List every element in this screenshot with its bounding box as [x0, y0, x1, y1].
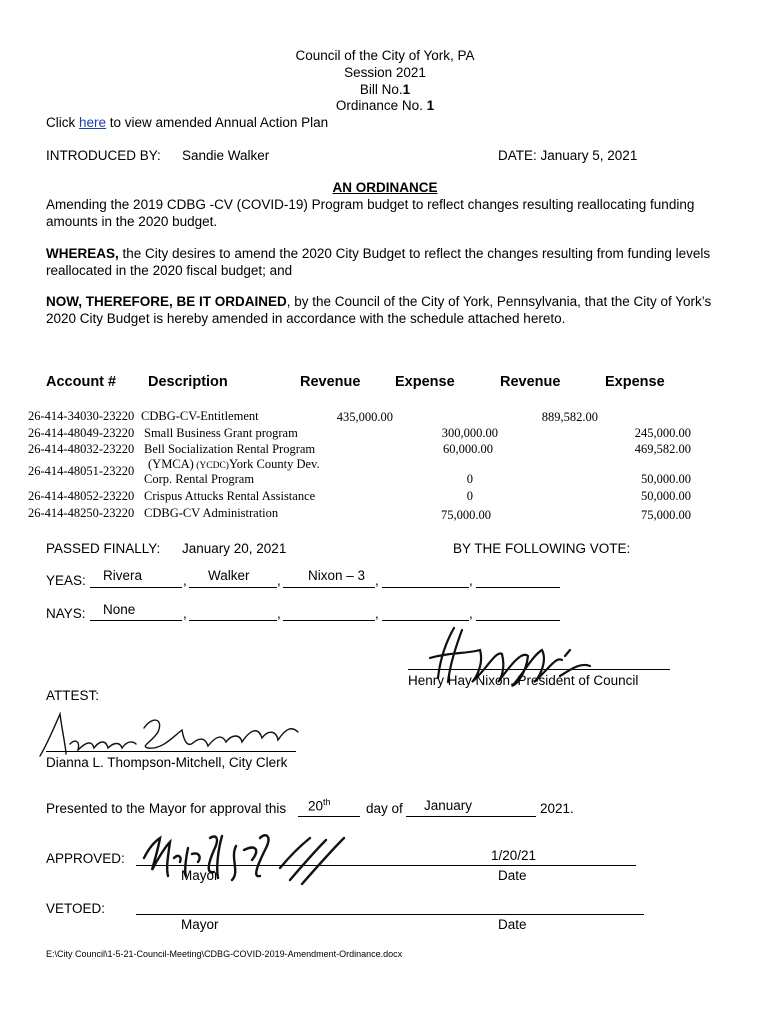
- table-row-description: CDBG-CV-Entitlement: [141, 409, 259, 423]
- comma: ,: [375, 573, 379, 588]
- table-row-exp1: 0: [466, 472, 473, 486]
- table-row-exp1: 60,000.00: [443, 442, 493, 456]
- passed-finally-label: PASSED FINALLY:: [46, 541, 161, 556]
- session-heading: Session 2021: [344, 65, 426, 80]
- yea-vote-3: Nixon – 3: [308, 568, 366, 583]
- introduced-name: Sandie Walker: [182, 148, 270, 163]
- yeas-line-5: [476, 587, 560, 588]
- table-row-rev1: 435,000.00: [336, 410, 393, 424]
- table-row-exp1: 0: [466, 489, 473, 503]
- approved-date-caption: Date: [498, 868, 527, 883]
- table-row-description: CDBG-CV Administration: [144, 506, 279, 520]
- comma: ,: [469, 573, 473, 588]
- introduced-date: DATE: January 5, 2021: [498, 148, 638, 163]
- yeas-line-4: [382, 587, 469, 588]
- table-row-description: Bell Socialization Rental Program: [144, 442, 316, 456]
- yeas-line-2: [189, 587, 277, 588]
- vetoed-date-caption: Date: [498, 917, 527, 932]
- whereas-paragraph: [46, 245, 726, 279]
- table-row-account: 26-414-48049-23220: [28, 426, 135, 440]
- passed-finally-date: January 20, 2021: [182, 541, 287, 556]
- table-row-exp2: 245,000.00: [634, 426, 691, 440]
- yea-vote-2: Walker: [208, 568, 250, 583]
- yeas-line-3: [283, 587, 375, 588]
- table-row-exp2: 50,000.00: [641, 489, 691, 503]
- nay-vote-1: None: [103, 602, 136, 617]
- nays-line-3: [283, 620, 375, 621]
- ordinance-num: 1: [426, 98, 435, 113]
- table-row-account: 26-414-48032-23220: [28, 442, 135, 456]
- col-revenue-1: Revenue: [300, 374, 361, 390]
- table-row-exp2: 469,582.00: [634, 442, 691, 456]
- attest-label: ATTEST:: [46, 688, 100, 703]
- col-description: Description: [148, 374, 228, 390]
- vetoed-label: VETOED:: [46, 901, 106, 916]
- approved-label: APPROVED:: [46, 851, 125, 866]
- bill-num: 1: [402, 82, 411, 97]
- comma: ,: [183, 573, 187, 588]
- table-row-description-line2: Corp. Rental Program: [144, 472, 255, 486]
- presented-year: 2021.: [540, 801, 574, 816]
- presented-month: January: [424, 798, 473, 813]
- clerk-name: Dianna L. Thompson-Mitchell, City Clerk: [46, 755, 288, 770]
- presented-day: [308, 797, 331, 814]
- file-path-footer: E:\City Council\1-5-21-Council-Meeting\CDBG-COVID-2019-Amendment-Ordinance.docx: [46, 949, 403, 959]
- comma: ,: [375, 606, 379, 621]
- nays-line-1: [90, 620, 182, 621]
- council-heading: Council of the City of York, PA: [295, 48, 475, 63]
- vetoed-line: [136, 914, 644, 915]
- table-row-description: Small Business Grant program: [144, 426, 298, 440]
- by-following-vote: BY THE FOLLOWING VOTE:: [453, 541, 631, 556]
- click-line: [46, 115, 328, 130]
- click-suffix: to view amended Annual Action Plan: [106, 115, 329, 130]
- mayor-signature: [140, 828, 360, 888]
- whereas-bold: WHEREAS,: [46, 246, 119, 261]
- table-row-account: 26-414-34030-23220: [28, 409, 135, 423]
- comma: ,: [183, 606, 187, 621]
- table-row-description: Crispus Attucks Rental Assistance: [144, 489, 316, 503]
- ordinance-intro: Amending the 2019 CDBG -CV (COVID-19) Program budget to reflect changes resulting reallocating funding amounts in the 2020 budget.: [46, 197, 695, 229]
- yeas-line-1: [90, 587, 182, 588]
- bill-number: [0, 82, 770, 97]
- col-expense-2: Expense: [605, 374, 665, 390]
- whereas-text: the City desires to amend the 2020 City Budget to reflect the changes resulting from funding levels reallocated in the 2020 fiscal budget; and: [46, 246, 711, 278]
- now-text: , by the Council of the City of York, Pennsylvania, that the City of York’s 2020 City Budget is hereby amended in accordance with the schedule attached hereto.: [46, 294, 712, 326]
- table-row-exp1: 300,000.00: [441, 426, 498, 440]
- vetoed-mayor-caption: Mayor: [181, 917, 219, 932]
- table-row-account: 26-414-48250-23220: [28, 506, 135, 520]
- col-expense-1: Expense: [395, 374, 455, 390]
- table-row-description: [148, 457, 320, 472]
- approved-date-value: 1/20/21: [491, 848, 537, 863]
- annual-action-plan-link[interactable]: here: [79, 115, 107, 130]
- table-row-exp2: 50,000.00: [641, 472, 691, 486]
- yeas-label: YEAS:: [46, 573, 86, 588]
- now-therefore-paragraph: [46, 293, 726, 327]
- introduced-label: INTRODUCED BY:: [46, 148, 161, 163]
- table-row-account: 26-414-48052-23220: [28, 489, 135, 503]
- ordinance-label: Ordinance No.: [335, 98, 427, 113]
- comma: ,: [277, 606, 281, 621]
- bill-label: Bill No.: [359, 82, 403, 97]
- now-bold: NOW, THEREFORE, BE IT ORDAINED: [46, 294, 287, 309]
- ordinance-title: AN ORDINANCE: [332, 180, 438, 195]
- presented-day-line: [298, 816, 360, 817]
- nays-label: NAYS:: [46, 606, 86, 621]
- presented-month-line: [406, 816, 536, 817]
- ordinance-number: [0, 98, 770, 113]
- table-row-rev2: 889,582.00: [541, 410, 598, 424]
- approved-mayor-caption: Mayor: [181, 868, 219, 883]
- comma: ,: [277, 573, 281, 588]
- yea-vote-1: Rivera: [103, 568, 143, 583]
- day-suffix: th: [323, 797, 331, 807]
- table-row-exp2: 75,000.00: [641, 508, 691, 522]
- comma: ,: [469, 606, 473, 621]
- president-name: Henry Hay Nixon, President of Council: [408, 673, 639, 688]
- description-part: (YMCA): [148, 457, 194, 471]
- table-row-exp1: 75,000.00: [441, 508, 491, 522]
- description-part: York County Dev.: [228, 457, 320, 471]
- col-account: Account #: [46, 374, 117, 390]
- day-value: 20: [308, 798, 324, 814]
- table-row-account: 26-414-48051-23220: [28, 464, 135, 478]
- click-prefix: Click: [46, 115, 79, 130]
- description-part: (YCDC): [193, 461, 229, 471]
- col-revenue-2: Revenue: [500, 374, 561, 390]
- nays-line-2: [189, 620, 277, 621]
- day-of-label: day of: [366, 801, 403, 816]
- presented-text: Presented to the Mayor for approval this: [46, 801, 287, 816]
